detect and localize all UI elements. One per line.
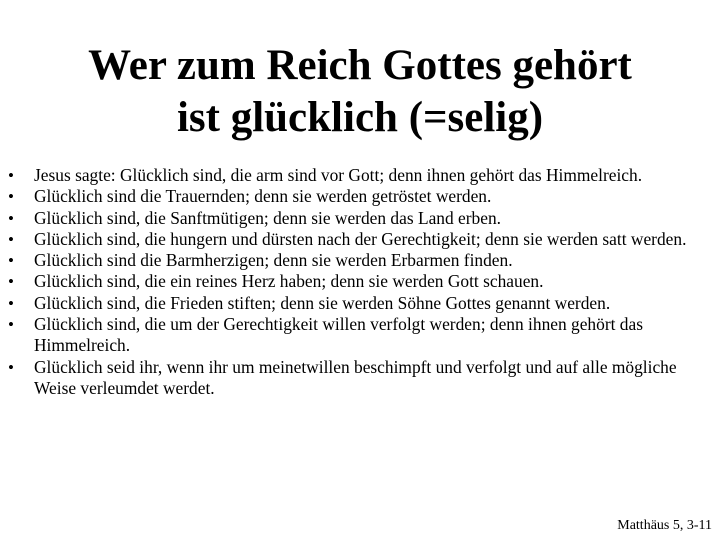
bullet-item [8,293,708,314]
bullet-item [8,229,708,250]
bullet-icon: • [8,187,14,207]
bullet-icon: • [8,229,14,249]
bullet-icon: • [8,208,14,228]
bullet-item [8,314,708,357]
bullet-item [8,186,708,207]
bullet-icon: • [8,166,14,185]
bullet-text: Glücklich sind, die Sanftmütigen; denn sie werden das Land erben. [34,207,502,228]
slide-title [40,40,680,144]
citation: Matthäus 5, 3-11 [617,518,712,533]
bullet-text: Glücklich sind, die hungern und dürsten nach der Gerechtigkeit; denn sie werden satt werden. [34,228,687,249]
bullet-text: Glücklich sind, die ein reines Herz haben; denn sie werden Gott schauen. [34,271,544,292]
bullet-icon: • [8,272,14,292]
bullet-icon: • [8,357,14,377]
bullet-icon: • [8,293,14,313]
bullet-item [8,208,708,229]
bullet-text: Glücklich sind, die um der Gerechtigkeit willen verfolgt werden; denn ihnen gehört das Himmelreich. [34,314,643,356]
bullet-text: Glücklich sind, die Frieden stiften; denn sie werden Söhne Gottes genannt werden. [34,292,611,313]
bullet-item [8,250,708,271]
bullet-item [8,357,708,400]
bullet-icon: • [8,315,14,335]
bullet-icon: • [8,251,14,271]
bullet-item [8,271,708,292]
title-line: Wer zum Reich Gottes gehört [88,42,632,89]
bullet-list [8,165,708,399]
bullet-item [8,165,708,186]
bullet-text: Glücklich seid ihr, wenn ihr um meinetwillen beschimpft und verfolgt und auf alle mögliche Weise verleumdet werdet. [34,356,677,398]
bullet-text: Glücklich sind die Trauernden; denn sie werden getröstet werden. [34,186,492,207]
title-line: ist glücklich (=selig) [176,94,544,141]
bullet-text: Jesus sagte: Glücklich sind, die arm sind vor Gott; denn ihnen gehört das Himmelreich. [34,165,643,185]
bullet-text: Glücklich sind die Barmherzigen; denn sie werden Erbarmen finden. [34,250,513,271]
